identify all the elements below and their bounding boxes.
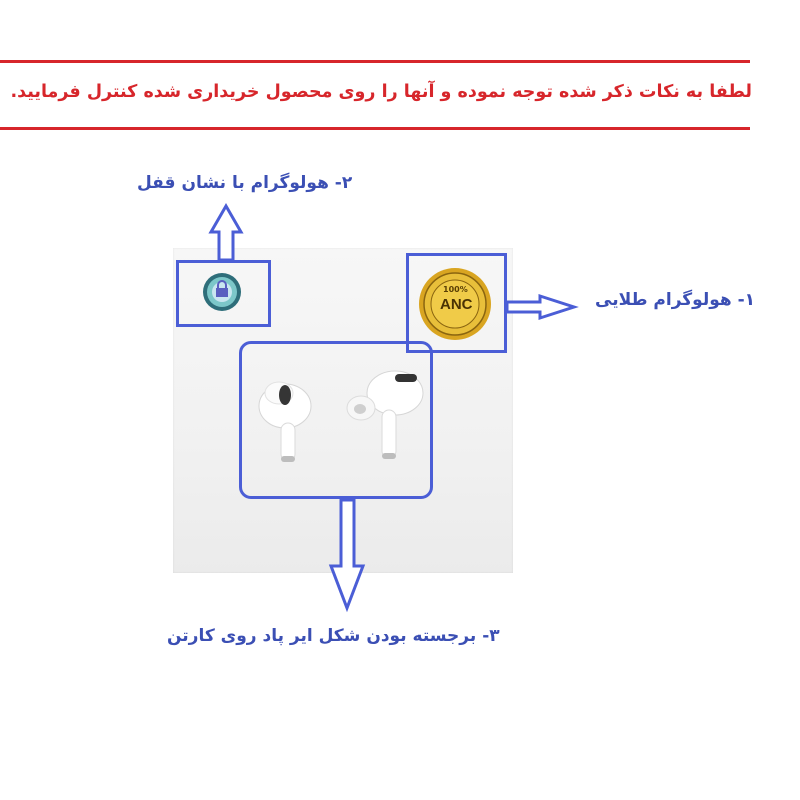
seal-center-text: ANC	[440, 296, 473, 313]
lock-hologram-label: ۲- هولوگرام با نشان قفل	[137, 173, 353, 193]
embossed-airpod-label: ۳- برجسته بودن شکل ایر پاد روی کارتن	[167, 626, 500, 646]
gold-hologram-label: ۱- هولوگرام طلایی	[595, 290, 756, 310]
arrow-right	[507, 296, 574, 318]
notice-text: لطفا به نکات ذکر شده توجه نموده و آنها را روی محصول خریداری شده کنترل فرمایید.	[10, 82, 752, 102]
arrow-down	[331, 500, 363, 608]
seal-top-text: 100%	[443, 285, 468, 294]
arrow-up	[211, 206, 241, 260]
